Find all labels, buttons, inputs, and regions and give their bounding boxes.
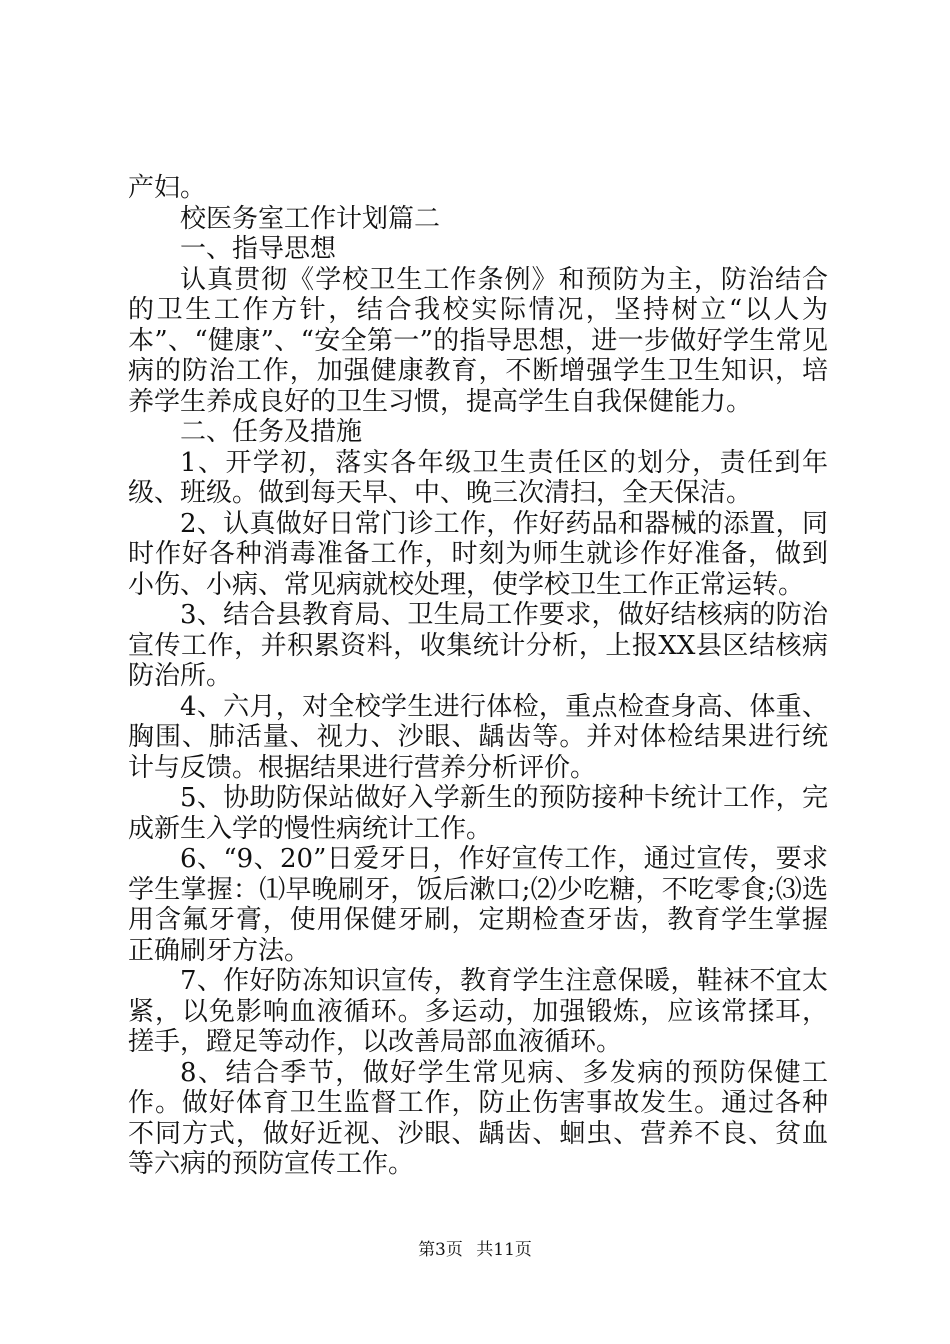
- heading-tasks-measures: 二、任务及措施: [180, 417, 363, 447]
- task-item-2: 2、认真做好日常门诊工作，作好药品和器械的添置，同时作好各种消毒准备工作，时刻为师生就诊作好准备，做到小伤、小病、常见病就校处理，使学校卫生工作正常运转。: [128, 508, 828, 600]
- section-title: 校医务室工作计划篇二: [180, 203, 441, 234]
- page-number: 第3页: [418, 1240, 463, 1260]
- document-body: [128, 173, 828, 1180]
- paragraph-guiding-thought: 认真贯彻《学校卫生工作条例》和预防为主，防治结合的卫生工作方针，结合我校实际情况，坚持树立“以人为本”、“健康”、“安全第一”的指导思想，进一步做好学生常见病的防治工作，加强健康教育，不断增强学生卫生知识，培养学生养成良好的卫生习惯，提高学生自我保健能力。: [128, 264, 828, 417]
- task-item-5: 5、协助防保站做好入学新生的预防接种卡统计工作，完成新生入学的慢性病统计工作。: [128, 783, 828, 844]
- task-item-7: 7、作好防冻知识宣传，教育学生注意保暖，鞋袜不宜太紧，以免影响血液循环。多运动，加强锻炼，应该常揉耳，搓手，蹬足等动作，以改善局部血液循环。: [128, 966, 828, 1057]
- page-footer: [0, 1240, 950, 1260]
- continued-paragraph: 产妇。: [128, 173, 207, 203]
- heading-guiding-thought: 一、指导思想: [180, 234, 337, 264]
- task-item-3: 3、结合县教育局、卫生局工作要求，做好结核病的防治宣传工作，并积累资料，收集统计分析，上报XX县区结核病防治所。: [128, 600, 828, 691]
- task-item-4: 4、六月，对全校学生进行体检，重点检查身高、体重、胸围、肺活量、视力、沙眼、龋齿等。并对体检结果进行统计与反馈。根据结果进行营养分析评价。: [128, 691, 828, 783]
- task-item-1: 1、开学初，落实各年级卫生责任区的划分，责任到年级、班级。做到每天早、中、晚三次清扫，全天保洁。: [128, 447, 828, 508]
- task-item-6: 6、“9、20”日爱牙日，作好宣传工作，通过宣传，要求学生掌握：⑴早晚刷牙，饭后漱口;⑵少吃糖，不吃零食;⑶选用含氟牙膏，使用保健牙刷，定期检查牙齿，教育学生掌握正确刷牙方法。: [128, 844, 828, 966]
- page-total: 共11页: [476, 1240, 532, 1260]
- task-item-8: 8、结合季节，做好学生常见病、多发病的预防保健工作。做好体育卫生监督工作，防止伤害事故发生。通过各种不同方式，做好近视、沙眼、龋齿、蛔虫、营养不良、贫血等六病的预防宣传工作。: [128, 1057, 828, 1179]
